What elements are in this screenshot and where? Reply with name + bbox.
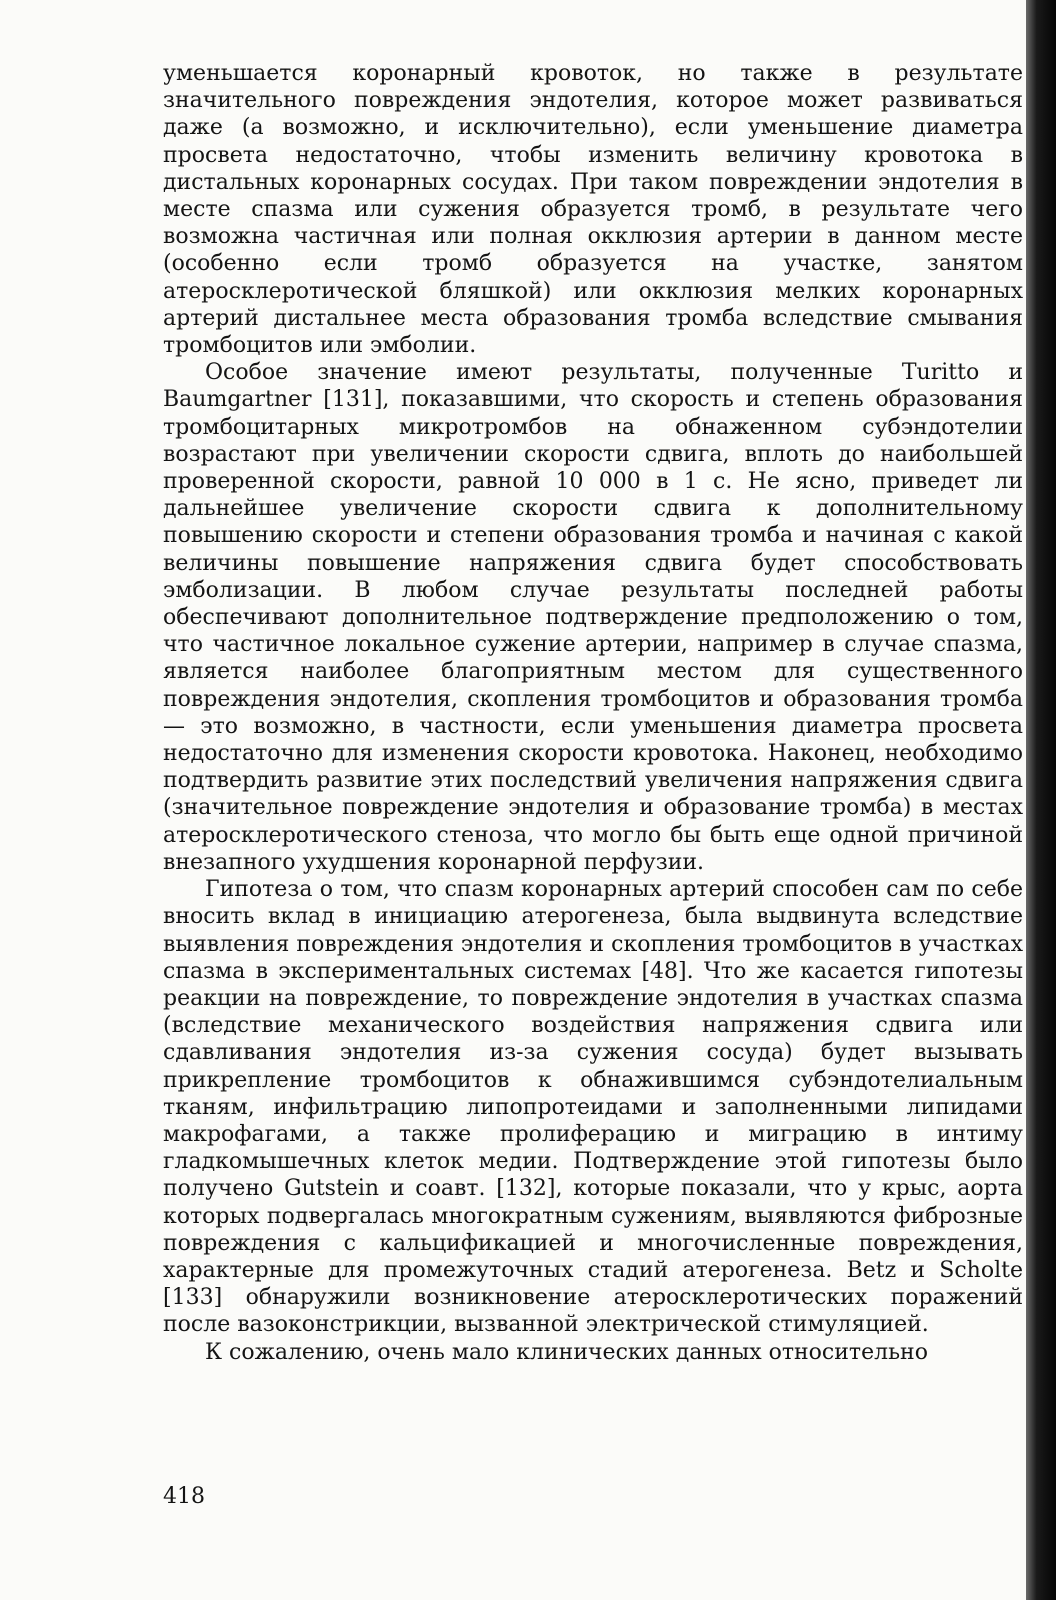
page-number: 418 [163,1484,205,1509]
paragraph-hypothesis: Гипотеза о том, что спазм коронарных артерий способен сам по себе вносить вклад в инициацию атерогенеза, была выдвинута вследствие выявления повреждения эндотелия и скопления тромбоцитов в участках спазма в экспериментальных системах [48]. Что же касается гипотезы реакции на повреждение, то повреждение эндотелия в участках спазма (вследствие механического воздействия напряжения сдвига или сдавливания эндотелия из-за сужения сосуда) будет вызывать прикрепление тромбоцитов к обнажившимся субэндотелиальным тканям, инфильтрацию липопротеидами и заполненными липидами макрофагами, а также пролиферацию и миграцию в интиму гладкомышечных клеток медии. Подтверждение этой гипотезы было получено Gutstein и соавт. [132], которые показали, что у крыс, аорта которых подвергалась многократным сужениям, выявляются фиброзные повреждения с кальцификацией и многочисленные повреждения, характерные для промежуточных стадий атерогенеза. Betz и Scholte [133] обнаружили возникновение атеросклеротических поражений после вазоконстрикции, вызванной электрической стимуляцией. [163,877,1023,1338]
body-text [163,60,1023,1366]
paragraph-clinical: К сожалению, очень мало клинических данных относительно [205,1339,928,1365]
paragraph-turitto: Особое значение имеют результаты, полученные Turitto и Baumgartner [131], показавшими, что скорость и степень образования тромбоцитарных микротромбов на обнаженном субэндотелии возрастают при увеличении скорости сдвига, вплоть до наибольшей проверенной скорости, равной 10 000 в 1 с. Не ясно, приведет ли дальнейшее увеличение скорости сдвига к дополнительному повышению скорости и степени образования тромба и начиная с какой величины повышение напряжения сдвига будет способствовать эмболизации. В любом случае результаты последней работы обеспечивают дополнительное подтверждение предположению о том, что частичное локальное сужение артерии, например в случае спазма, является наиболее благоприятным местом для существенного повреждения эндотелия, скопления тромбоцитов и образования тромба — это возможно, в частности, если уменьшения диаметра просвета недостаточно для изменения скорости кровотока. Наконец, необходимо подтвердить развитие этих последствий увеличения напряжения сдвига (значительное повреждение эндотелия и образование тромба) в местах атеросклеротического стеноза, что могло бы быть еще одной причиной внезапного ухудшения коронарной перфузии. [163,360,1023,875]
paragraph-continuation: уменьшается коронарный кровоток, но также в результате значительного повреждения эндотелия, которое может развиваться даже (а возможно, и исключительно), если уменьшение диаметра просвета недостаточно, чтобы изменить величину кровотока в дистальных коронарных сосудах. При таком повреждении эндотелия в месте спазма или сужения образуется тромб, в результате чего возможна частичная или полная окклюзия артерии в данном месте (особенно если тромб образуется на участке, занятом атеросклеротической бляшкой) или окклюзия мелких коронарных артерий дистальнее места образования тромба вследствие смывания тромбоцитов или эмболии. [163,61,1023,359]
binding-edge [1026,0,1056,1600]
